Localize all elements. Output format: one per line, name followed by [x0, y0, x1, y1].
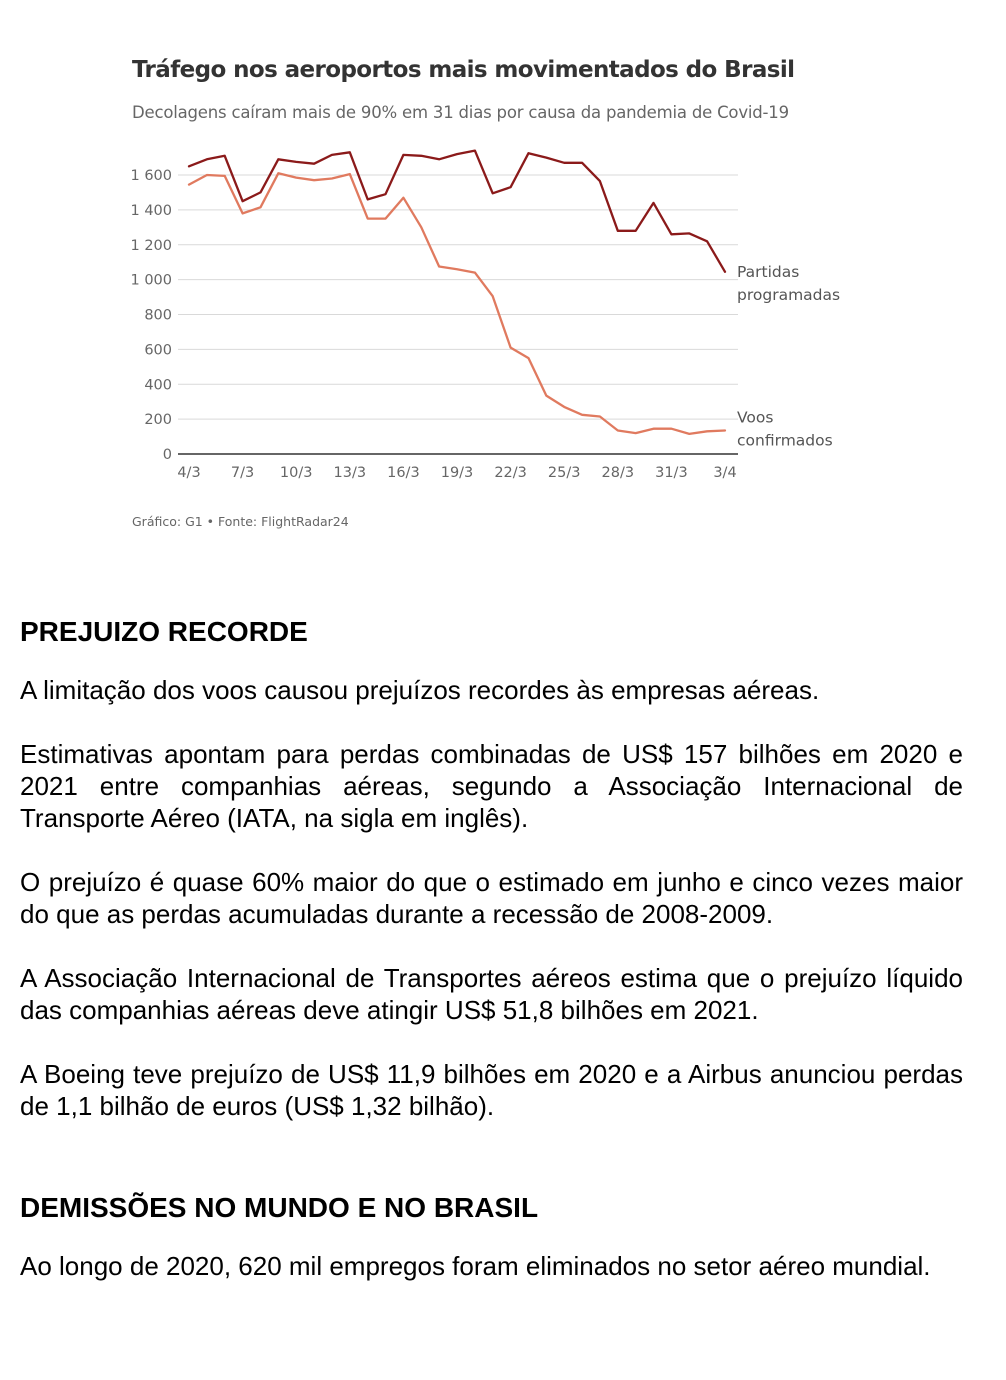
- chart-container: [0, 0, 1006, 560]
- y-axis-ticks: [130, 168, 172, 463]
- x-tick-label: 28/3: [601, 465, 635, 481]
- y-tick-label: 800: [144, 307, 172, 324]
- y-tick-label: 0: [162, 447, 172, 463]
- chart-source: Gráfico: G1 • Fonte: FlightRadar24: [132, 514, 349, 529]
- section-heading: DEMISSÕES NO MUNDO E NO BRASIL: [20, 1192, 539, 1223]
- x-axis-ticks: [177, 465, 736, 481]
- series-line-partidas-programadas: [189, 151, 725, 272]
- paragraph: A Boeing teve prejuízo de US$ 11,9 bilhões em 2020 e a Airbus anunciou perdas de 1,1 bilhão de euros (US$ 1,32 bilhão).: [20, 1059, 963, 1121]
- paragraph: Estimativas apontam para perdas combinadas de US$ 157 bilhões em 2020 e 2021 entre companhias aéreas, segundo a Associação Internacional de Transporte Aéreo (IATA, na sigla em inglês).: [20, 739, 963, 833]
- x-tick-label: 16/3: [387, 465, 420, 481]
- y-tick-label: 1 400: [130, 202, 172, 219]
- paragraph: Ao longo de 2020, 620 mil empregos foram eliminados no setor aéreo mundial.: [20, 1251, 931, 1281]
- y-tick-label: 1 200: [130, 237, 172, 254]
- x-tick-label: 7/3: [230, 465, 255, 481]
- y-tick-label: 1 600: [130, 168, 172, 184]
- chart-subtitle: Decolagens caíram mais de 90% em 31 dias por causa da pandemia de Covid-19: [132, 103, 789, 122]
- series-line-voos-confirmados: [189, 173, 725, 434]
- series-labels: [737, 263, 840, 450]
- chart-title: Tráfego nos aeroportos mais movimentados do Brasil: [132, 57, 795, 83]
- y-tick-label: 200: [144, 412, 172, 429]
- paragraph: A limitação dos voos causou prejuízos recordes às empresas aéreas.: [20, 675, 820, 705]
- article-body: [20, 612, 963, 1282]
- paragraph: O prejuízo é quase 60% maior do que o estimado em junho e cinco vezes maior do que as perdas acumuladas durante a recessão de 2008-2009.: [20, 867, 963, 929]
- section-heading: PREJUIZO RECORDE: [20, 616, 308, 647]
- x-tick-label: 19/3: [440, 465, 474, 481]
- paragraph: A Associação Internacional de Transportes aéreos estima que o prejuízo líquido das companhias aéreas deve atingir US$ 51,8 bilhões em 2021.: [20, 963, 963, 1025]
- x-tick-label: 25/3: [547, 465, 581, 481]
- x-tick-label: 4/3: [177, 465, 201, 481]
- x-tick-label: 10/3: [279, 465, 313, 481]
- x-tick-label: 3/4: [713, 465, 737, 481]
- y-tick-label: 600: [144, 342, 172, 359]
- y-tick-label: 1 000: [130, 272, 172, 289]
- x-tick-label: 13/3: [333, 465, 367, 481]
- series-label: Partidas: [737, 262, 800, 281]
- line-chart: [0, 0, 1006, 560]
- series-label: programadas: [737, 285, 841, 304]
- x-tick-label: 22/3: [494, 465, 527, 481]
- y-tick-label: 400: [144, 377, 172, 394]
- series-label: confirmados: [737, 431, 833, 450]
- grid-lines: [178, 175, 738, 454]
- x-tick-label: 31/3: [655, 465, 688, 481]
- series-label: Voos: [737, 408, 774, 427]
- series-lines: [189, 151, 725, 434]
